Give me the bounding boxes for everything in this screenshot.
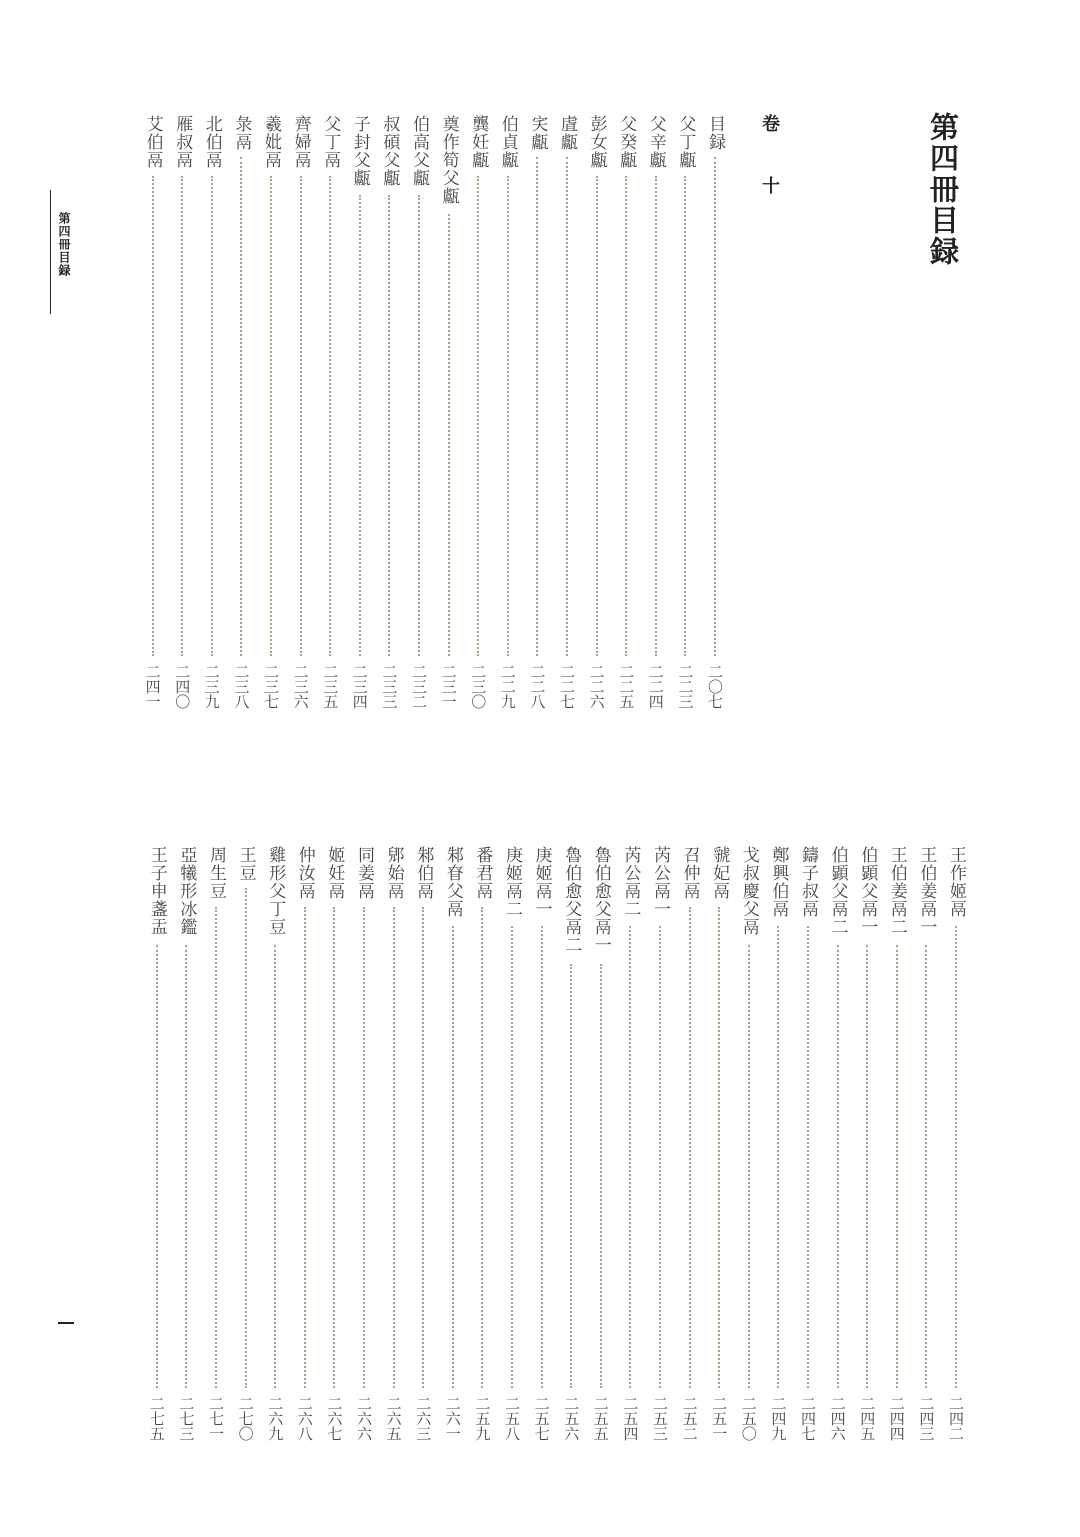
leader-dots — [655, 176, 657, 656]
leader-dots — [304, 907, 306, 1388]
leader-dots — [181, 176, 183, 656]
leader-dots — [689, 907, 691, 1388]
entry-title: 父丁鬲 — [320, 115, 341, 169]
entry-title: 姬妊鬲 — [324, 846, 345, 900]
leader-dots — [333, 907, 335, 1388]
leader-dots — [714, 157, 716, 656]
entry-page-number: 二二四 — [646, 664, 665, 709]
entry-page-number: 二六五 — [384, 1396, 403, 1441]
entry-page-number: 二四七 — [799, 1396, 817, 1441]
entry-page-number: 二四二 — [947, 1396, 965, 1441]
entry-page-number: 二七五 — [147, 1396, 166, 1441]
entry-title: 雁叔鬲 — [172, 115, 193, 169]
leader-dots — [422, 907, 424, 1388]
page-number-mark — [58, 1322, 74, 1324]
entry-title: 周生豆 — [206, 846, 226, 900]
leader-dots — [359, 195, 361, 656]
entry-title: 父丁甗 — [675, 115, 696, 169]
entry-page-number: 二五四 — [621, 1396, 640, 1441]
leader-dots — [156, 945, 158, 1388]
leader-dots — [659, 926, 661, 1388]
entry-title: 魯伯愈父鬲一 — [590, 846, 611, 954]
leader-dots — [718, 907, 720, 1388]
leader-dots — [629, 926, 631, 1388]
entry-title: 王豆 — [235, 846, 256, 882]
entry-title: 北伯鬲 — [201, 115, 222, 169]
entry-page-number: 二五〇 — [739, 1396, 758, 1441]
entry-page-number: 二六八 — [295, 1396, 314, 1441]
leader-dots — [245, 888, 247, 1388]
entry-page-number: 二二八 — [528, 664, 547, 709]
leader-dots — [777, 926, 779, 1388]
entry-page-number: 二三七 — [262, 664, 280, 709]
entry-page-number: 二四九 — [769, 1396, 788, 1441]
entry-title: 父辛甗 — [645, 115, 666, 169]
entry-page-number: 二三〇 — [469, 664, 488, 709]
entry-title: 邾眘父鬲 — [442, 846, 463, 918]
leader-dots — [511, 926, 513, 1388]
entry-page-number: 二三二 — [410, 664, 428, 709]
entry-title: 庚姬鬲一 — [531, 846, 552, 918]
entry-title: 鑄子叔鬲 — [798, 846, 818, 918]
entry-title: 王伯姜鬲一 — [916, 846, 937, 936]
entry-title: 王伯姜鬲二 — [886, 846, 907, 936]
leader-dots — [363, 907, 365, 1388]
entry-title: 目録 — [705, 115, 725, 151]
leader-dots — [684, 176, 686, 656]
entry-page-number: 二三五 — [321, 664, 340, 709]
entry-title: 彔鬲 — [231, 115, 252, 151]
entry-title: 同姜鬲 — [354, 846, 374, 900]
entry-page-number: 二四一 — [143, 664, 162, 709]
leader-dots — [748, 945, 750, 1388]
entry-title: 齊婦鬲 — [290, 115, 311, 169]
leader-dots — [418, 195, 420, 656]
entry-title: 庚姬鬲二 — [502, 846, 522, 918]
leader-dots — [507, 176, 509, 656]
entry-page-number: 二二六 — [587, 664, 606, 709]
leader-dots — [600, 964, 602, 1388]
entry-page-number: 二五六 — [562, 1396, 581, 1441]
leader-dots — [625, 176, 627, 656]
entry-page-number: 二七三 — [177, 1396, 196, 1441]
entry-page-number: 二三四 — [350, 664, 369, 709]
entry-page-number: 二五九 — [473, 1396, 492, 1441]
leader-dots — [185, 945, 187, 1388]
entry-title: 伯顕父鬲二 — [827, 846, 848, 936]
page-title: 第四冊目録 — [926, 112, 960, 267]
entry-title: 戈叔慶父鬲 — [738, 846, 759, 936]
entry-page-number: 二〇七 — [706, 664, 724, 709]
leader-dots — [274, 945, 276, 1388]
leader-dots — [896, 945, 898, 1388]
entry-page-number: 二四六 — [828, 1396, 847, 1441]
entry-page-number: 二五七 — [532, 1396, 551, 1441]
leader-dots — [448, 214, 450, 656]
leader-dots — [536, 157, 538, 656]
entry-title: 王子申盞盂 — [146, 846, 167, 936]
entry-page-number: 二三九 — [202, 664, 221, 709]
leader-dots — [477, 176, 479, 656]
leader-dots — [570, 964, 572, 1388]
entry-page-number: 二六三 — [414, 1396, 433, 1441]
leader-dots — [452, 926, 454, 1388]
leader-dots — [300, 176, 302, 656]
entry-page-number: 二六六 — [355, 1396, 373, 1441]
running-header-rule — [50, 190, 51, 314]
entry-title: 王作姬鬲 — [946, 846, 966, 918]
entry-title: 叔碩父甗 — [379, 115, 400, 187]
entry-page-number: 二四〇 — [173, 664, 192, 709]
leader-dots — [388, 195, 390, 656]
entry-title: 羲妣鬲 — [261, 115, 281, 169]
entry-title: 彭女甗 — [586, 115, 607, 169]
entry-page-number: 二三六 — [291, 664, 310, 709]
entry-title: 伯貞甗 — [497, 115, 518, 169]
entry-page-number: 二五五 — [591, 1396, 610, 1441]
entry-page-number: 二五三 — [651, 1396, 669, 1441]
entry-title: 虢妃鬲 — [709, 846, 730, 900]
entry-page-number: 二二五 — [617, 664, 636, 709]
entry-page-number: 二五二 — [680, 1396, 699, 1441]
entry-page-number: 二四五 — [858, 1396, 877, 1441]
entry-title: 仲汝鬲 — [294, 846, 315, 900]
entry-page-number: 二三三 — [380, 664, 399, 709]
leader-dots — [541, 926, 543, 1388]
entry-page-number: 二三八 — [232, 664, 251, 709]
entry-page-number: 二七〇 — [236, 1396, 255, 1441]
leader-dots — [240, 157, 242, 656]
entry-page-number: 二六一 — [443, 1396, 462, 1441]
entry-title: 亞犧形冰鑑 — [176, 846, 197, 936]
leader-dots — [481, 907, 483, 1388]
leader-dots — [329, 176, 331, 656]
entry-title: 芮公鬲一 — [650, 846, 670, 918]
entry-title: 奠作筍父甗 — [438, 115, 459, 205]
entry-page-number: 二二九 — [498, 664, 517, 709]
entry-page-number: 二四三 — [917, 1396, 936, 1441]
entry-title: 伯高父甗 — [409, 115, 429, 187]
entry-title: 父癸甗 — [616, 115, 637, 169]
leader-dots — [807, 926, 809, 1388]
entry-page-number: 二五八 — [503, 1396, 521, 1441]
entry-title: 邾伯鬲 — [413, 846, 434, 900]
entry-title: 鄭興伯鬲 — [768, 846, 789, 918]
entry-title: 龔妊甗 — [468, 115, 489, 169]
entry-page-number: 二七一 — [207, 1396, 225, 1441]
entry-page-number: 二二七 — [558, 664, 576, 709]
entry-title: 雞形父丁豆 — [265, 846, 286, 936]
leader-dots — [152, 176, 154, 656]
leader-dots — [270, 176, 272, 656]
leader-dots — [955, 926, 957, 1388]
leader-dots — [837, 945, 839, 1388]
volume-heading: 卷 十 — [759, 114, 780, 194]
entry-page-number: 二六九 — [266, 1396, 285, 1441]
entry-page-number: 二三一 — [439, 664, 458, 709]
leader-dots — [866, 945, 868, 1388]
leader-dots — [215, 907, 217, 1388]
entry-title: 魯伯愈父鬲二 — [561, 846, 582, 954]
entry-title: 芮公鬲二 — [620, 846, 641, 918]
leader-dots — [566, 157, 568, 656]
entry-title: 子封父甗 — [349, 115, 370, 187]
entry-page-number: 二六七 — [325, 1396, 344, 1441]
entry-page-number: 二四四 — [887, 1396, 906, 1441]
entry-page-number: 二五一 — [710, 1396, 729, 1441]
entry-title: 郳始鬲 — [383, 846, 404, 900]
entry-title: 伯顕父鬲一 — [857, 846, 878, 936]
entry-title: 虘甗 — [557, 115, 577, 151]
leader-dots — [925, 945, 927, 1388]
entry-title: 召仲鬲 — [679, 846, 700, 900]
entry-title: 番君鬲 — [472, 846, 493, 900]
entry-title: 艾伯鬲 — [142, 115, 163, 169]
entry-title: 宎甗 — [527, 115, 548, 151]
leader-dots — [393, 907, 395, 1388]
running-header: 第四冊目録 — [57, 212, 71, 277]
entry-page-number: 二二三 — [676, 664, 695, 709]
leader-dots — [211, 176, 213, 656]
leader-dots — [596, 176, 598, 656]
